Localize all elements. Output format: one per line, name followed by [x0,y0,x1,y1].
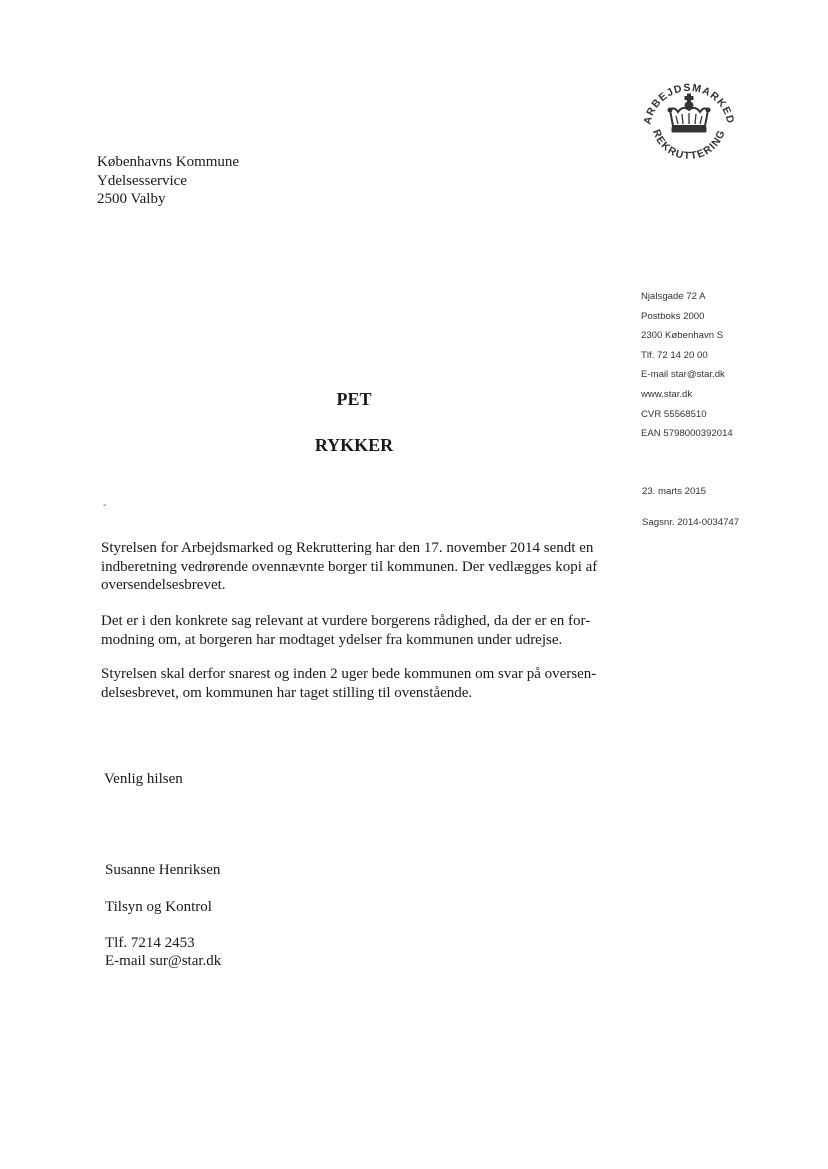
paragraph-1 [101,539,611,595]
sender-ean: EAN 5798000392014 [641,428,733,440]
recipient-line: Københavns Kommune [97,154,240,170]
case-number: Sagsnr. 2014-0034747 [642,517,740,528]
sender-city: 2300 København S [641,330,724,342]
paragraph-line: modning om, at borgeren har modtaget ydelser fra kommunen under udrejse. [101,631,563,648]
sender-street: Njalsgade 72 A [641,291,706,302]
closing-greeting: Venlig hilsen [104,771,183,787]
paragraph-3 [101,665,611,702]
recipient-line: 2500 Valby [97,191,166,207]
sender-pobox: Postboks 2000 [641,310,705,322]
sender-website: www.star.dk [641,388,693,400]
letter-title: RYKKER [314,435,394,455]
signer-phone: Tlf. 7214 2453 [105,935,195,951]
paragraph-line: delsesbrevet, om kommunen har taget stilling til ovenstående. [101,684,473,701]
signer-email: E-mail sur@star.dk [105,953,222,969]
agency-logo [636,72,742,178]
paragraph-line: indberetning vedrørende ovennævnte borger til kommunen. Der vedlægges kopi af [101,558,598,575]
svg-text:REKRUTTERING [650,128,728,162]
recipient-address [97,153,239,209]
crown-seal-icon [636,72,742,178]
subject-name: PET [336,389,372,409]
sender-phone: Tlf. 72 14 20 00 [641,349,708,361]
paragraph-line: Styrelsen skal derfor snarest og inden 2 uger bede kommunen om svar på oversen- [101,666,597,682]
paragraph-line: oversendelsesbrevet. [101,577,226,593]
logo-top-arc: ARBEJDSMARKED [641,81,737,126]
stray-mark: - [103,500,107,511]
signer-department: Tilsyn og Kontrol [105,899,212,915]
letter-date: 23. marts 2015 [642,486,706,497]
logo-bottom-arc: REKRUTTERING [650,127,728,163]
paragraph-line: Det er i den konkrete sag relevant at vurdere borgerens rådighed, da der er en for- [101,613,591,629]
paragraph-line: Styrelsen for Arbejdsmarked og Rekruttering har den 17. november 2014 sendt en [101,540,594,556]
sender-info [641,287,733,444]
paragraph-2 [101,612,611,649]
sender-email: E-mail star@star.dk [641,369,725,381]
sender-cvr: CVR 55568510 [641,408,707,420]
recipient-line: Ydelsesservice [97,172,187,189]
signer-name: Susanne Henriksen [105,862,221,878]
